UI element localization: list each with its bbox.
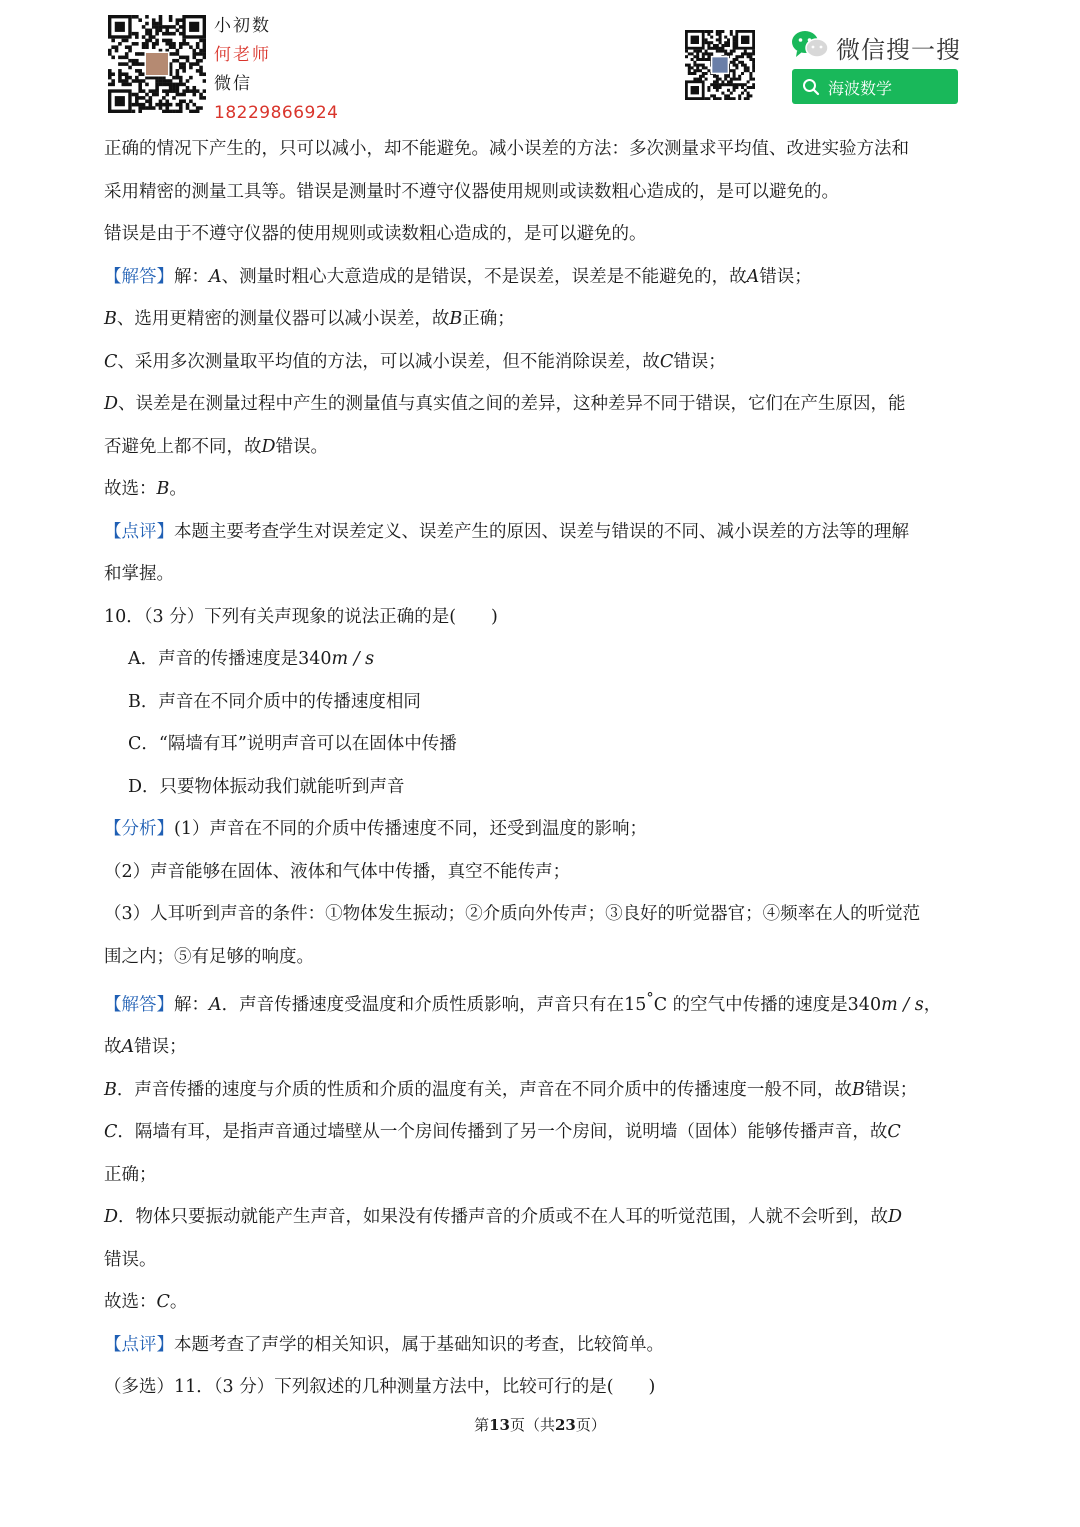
answer-tag: 【解答】 <box>104 994 174 1015</box>
wechat-search-button[interactable] <box>792 69 958 104</box>
text-span: 第 <box>474 1416 490 1434</box>
text-span: 错误； <box>759 266 812 287</box>
page-number: 13 <box>489 1416 510 1434</box>
q10-answer-line <box>104 1069 982 1112</box>
page-footer <box>0 1414 1080 1435</box>
text-line: 围之内；⑤有足够的响度。 <box>104 946 314 967</box>
variable: B <box>104 309 117 329</box>
text-span: 否避免上都不同，故 <box>104 436 262 457</box>
variable: A <box>209 266 222 287</box>
q11-stem: （多选）11．（3 分）下列叙述的几种测量方法中，比较可行的是( ) <box>104 1377 656 1398</box>
q10-choice <box>104 1281 982 1324</box>
text-span: 故选： <box>104 1292 157 1313</box>
wechat-search-label: 海波数学 <box>828 79 893 98</box>
text-span: 。 <box>169 1292 188 1313</box>
comment-tag: 【点评】 <box>104 521 174 542</box>
text-span: 故选： <box>104 479 157 499</box>
text-span: 本题主要考查学生对误差定义、误差产生的原因、误差与错误的不同、减小误差的方法等的理解 <box>174 521 909 542</box>
q10-option-d: D．只要物体振动我们就能听到声音 <box>128 776 405 797</box>
text-span: 340 <box>298 649 332 669</box>
q10-answer-line <box>104 1026 982 1069</box>
page-total: 23 <box>555 1416 576 1434</box>
contact-info <box>214 12 338 128</box>
q9-answer-line <box>104 298 982 341</box>
q10-stem: 10．（3 分）下列有关声现象的说法正确的是( ) <box>104 606 498 627</box>
variable: D <box>888 1207 903 1228</box>
q10-answer-line <box>104 1196 982 1239</box>
text-span: C 的空气中传播的速度是340 <box>653 994 882 1015</box>
variable: C <box>104 351 118 372</box>
text-line: （3）人耳听到声音的条件：①物体发生振动；②介质向外传声；③良好的听觉器官；④频率在人的听觉范 <box>104 904 921 924</box>
wechat-search-title: 微信搜一搜 <box>836 36 961 64</box>
text-span: 错误； <box>673 351 726 372</box>
qr-code-left <box>108 15 206 113</box>
contact-line-3: 微信 <box>214 74 252 94</box>
text-line: 和掌握。 <box>104 564 174 584</box>
q9-answer-line <box>104 341 982 384</box>
text-span: (1）声音在不同的介质中传播速度不同，还受到温度的影响； <box>174 819 647 839</box>
text-line: 采用精密的测量工具等。错误是测量时不遵守仪器使用规则或读数粗心造成的，是可以避免的。 <box>104 181 839 202</box>
search-icon <box>802 78 820 100</box>
q9-answer-line <box>104 426 982 469</box>
text-span: ．声音传播速度受温度和介质性质影响，声音只有在15 <box>221 994 647 1015</box>
text-span: 、误差是在测量过程中产生的测量值与真实值之间的差异，这种差异不同于错误，它们在产生原因，能 <box>118 394 906 414</box>
text-span: 解： <box>174 994 209 1015</box>
text-span: A．声音的传播速度是 <box>128 649 299 669</box>
q10-option-a <box>104 638 982 681</box>
text-span: ．物体只要振动就能产生声音，如果没有传播声音的介质或不在人耳的听觉范围，人就不会听到，故 <box>118 1207 889 1228</box>
q10-answer-line <box>104 978 982 1026</box>
text-span: 页（共 <box>509 1416 555 1434</box>
text-span: 错误； <box>864 1079 918 1100</box>
variable: D <box>104 1207 119 1228</box>
page-header <box>0 0 1080 125</box>
q9-answer-line <box>104 256 982 299</box>
document-body <box>104 128 982 1409</box>
contact-line-1: 小初数 <box>214 16 271 36</box>
contact-line-2: 何老师 <box>214 45 271 65</box>
text-span: 错误。 <box>275 436 329 457</box>
variable: B <box>156 479 170 499</box>
analysis-tag: 【分析】 <box>104 819 174 839</box>
text-span: 本题考查了声学的相关知识，属于基础知识的考查，比较简单。 <box>174 1334 664 1355</box>
text-span: ．隔墙有耳，是指声音通过墙壁从一个房间传播到了另一个房间，说明墙（固体）能够传播声音，故 <box>117 1122 888 1143</box>
text-span: 。 <box>169 479 187 499</box>
answer-tag: 【解答】 <box>104 266 174 287</box>
text-span: 故 <box>104 1037 122 1058</box>
variable: A <box>209 994 222 1015</box>
text-line: 正确的情况下产生的，只可以减小，却不能避免。减小误差的方法：多次测量求平均值、改进实验方法和 <box>104 139 909 159</box>
text-span: ， <box>923 994 942 1015</box>
variable: C <box>104 1122 118 1143</box>
q10-answer-line <box>104 1111 982 1154</box>
text-span: 正确； <box>462 309 515 329</box>
qr-code-right <box>685 30 755 100</box>
text-line: （2）声音能够在固体、液体和气体中传播，真空不能传声； <box>104 861 571 882</box>
q9-answer-line <box>104 383 982 426</box>
text-span: 解： <box>174 266 209 287</box>
text-line: 正确； <box>104 1164 157 1185</box>
q10-analysis <box>104 808 982 851</box>
text-span: 、选用更精密的测量仪器可以减小误差，故 <box>116 309 450 329</box>
q10-option-b: B．声音在不同介质中的传播速度相同 <box>128 691 421 712</box>
text-line: 错误是由于不遵守仪器的使用规则或读数粗心造成的，是可以避免的。 <box>104 224 647 244</box>
q10-comment <box>104 1324 982 1367</box>
variable: B <box>851 1079 865 1100</box>
q9-choice <box>104 468 982 511</box>
text-span: 页） <box>575 1416 606 1434</box>
q9-comment <box>104 511 982 554</box>
variable: D <box>104 394 119 414</box>
variable: A <box>121 1037 135 1058</box>
degree-symbol: ° <box>646 990 654 1007</box>
variable: A <box>746 266 760 287</box>
q10-option-c: C．“隔墙有耳”说明声音可以在固体中传播 <box>128 734 457 754</box>
variable: C <box>887 1122 901 1143</box>
variable: B <box>449 309 463 329</box>
variable: D <box>261 436 276 457</box>
variable: C <box>659 351 674 372</box>
variable: C <box>156 1292 170 1313</box>
text-span: ．声音传播的速度与介质的性质和介质的温度有关，声音在不同介质中的传播速度一般不同，故 <box>116 1079 852 1100</box>
wechat-logo-icon <box>791 30 829 64</box>
text-span: 、测量时粗心大意造成的是错误，不是误差，误差是不能避免的，故 <box>221 266 747 287</box>
text-line: 错误。 <box>104 1249 157 1270</box>
text-span: 错误； <box>134 1037 187 1058</box>
unit: m / s <box>881 994 924 1015</box>
comment-tag: 【点评】 <box>104 1334 174 1355</box>
contact-phone: 18229866924 <box>214 103 339 123</box>
text-span: 、采用多次测量取平均值的方法，可以减小误差，但不能消除误差，故 <box>117 351 660 372</box>
variable: B <box>104 1079 117 1100</box>
unit: m / s <box>331 649 375 669</box>
